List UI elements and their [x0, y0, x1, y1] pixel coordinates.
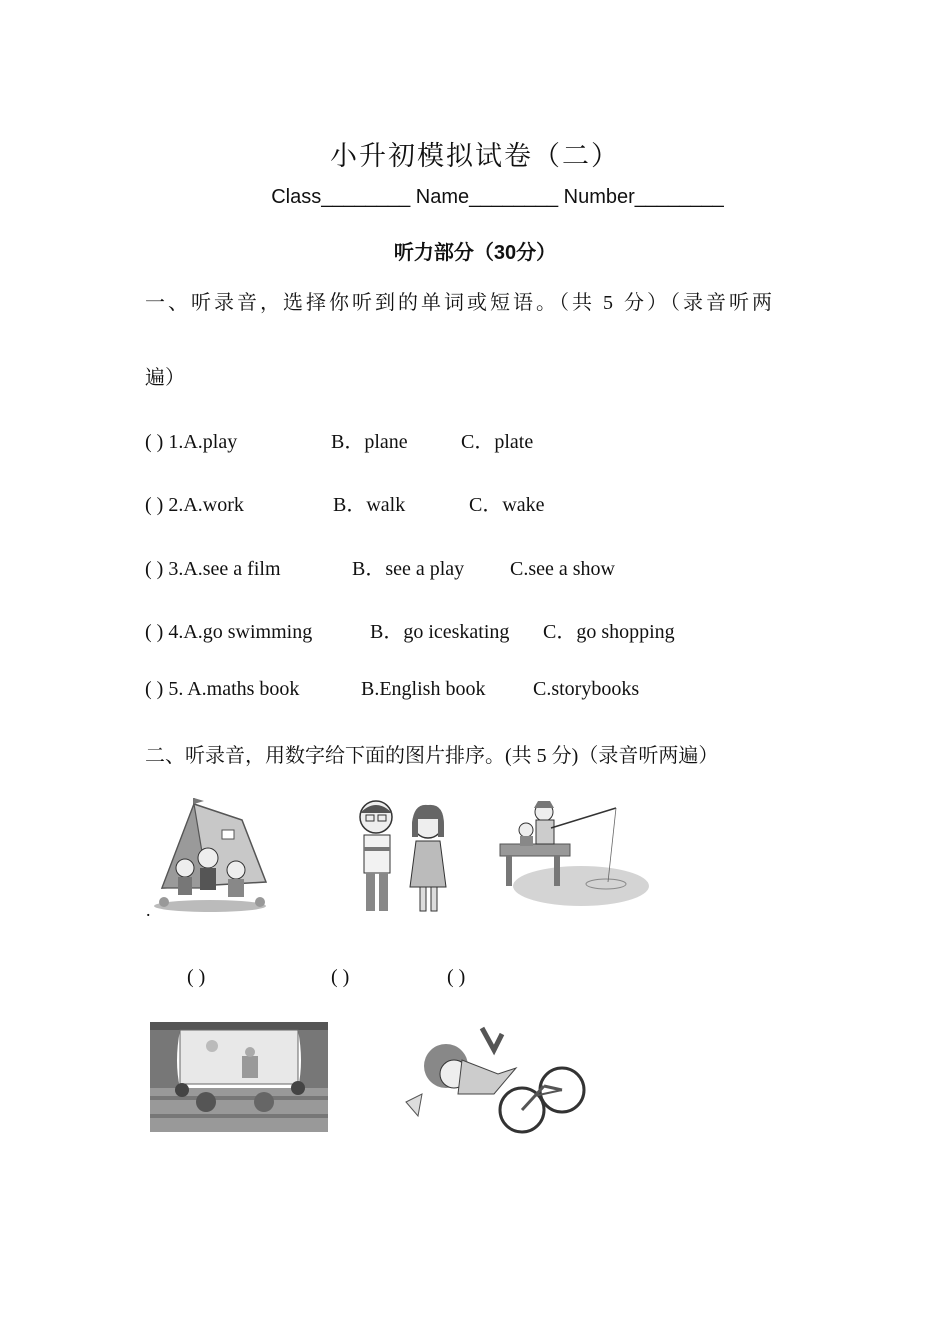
section-title: 听力部分（30分） — [393, 242, 557, 264]
question-4-a: ( ) 4.A.go swimming — [145, 621, 313, 643]
question-1-c: C．plate — [461, 431, 534, 453]
answer-paren-2: ( ) — [331, 966, 350, 988]
question-2-b: B．walk — [333, 494, 406, 516]
question-1-a: ( ) 1.A.play — [145, 431, 238, 453]
question-4-c: C．go shopping — [543, 621, 675, 643]
question-5-b: B.English book — [361, 678, 486, 700]
question-5-c: C.storybooks — [533, 678, 640, 700]
part1-instruction-line1: 一、听录音，选择你听到的单词或短语。（共 5 分）（录音听两 — [145, 292, 775, 314]
question-1 — [145, 425, 533, 454]
boy-and-girl-picture — [348, 797, 453, 919]
part2-instruction: 二、听录音，用数字给下面的图片排序。(共 5 分)（录音听两遍） — [145, 745, 719, 767]
question-2-a: ( ) 2.A.work — [145, 494, 244, 516]
part1-instruction-line2: 遍） — [145, 367, 185, 389]
answer-paren-3: ( ) — [447, 966, 466, 988]
answer-paren-1: ( ) — [187, 966, 206, 988]
question-3-a: ( ) 3.A.see a film — [145, 558, 281, 580]
question-3 — [145, 552, 615, 581]
question-2-c: C．wake — [469, 494, 545, 516]
student-info-line: Class________ Name________ Number________ — [271, 186, 724, 208]
fishing-picture — [496, 798, 651, 913]
bike-accident-picture — [398, 1024, 590, 1138]
page-title: 小升初模拟试卷（二） — [330, 141, 620, 171]
question-3-c: C.see a show — [510, 558, 615, 580]
question-3-b: B．see a play — [352, 558, 465, 580]
theatre-picture — [150, 1022, 328, 1132]
stray-dot: . — [146, 900, 151, 920]
question-5 — [145, 678, 639, 701]
question-2 — [145, 488, 545, 517]
camping-picture — [150, 796, 275, 916]
question-4 — [145, 615, 675, 644]
question-1-b: B．plane — [331, 431, 408, 453]
question-4-b: B．go iceskating — [370, 621, 510, 643]
question-5-a: ( ) 5. A.maths book — [145, 678, 300, 700]
